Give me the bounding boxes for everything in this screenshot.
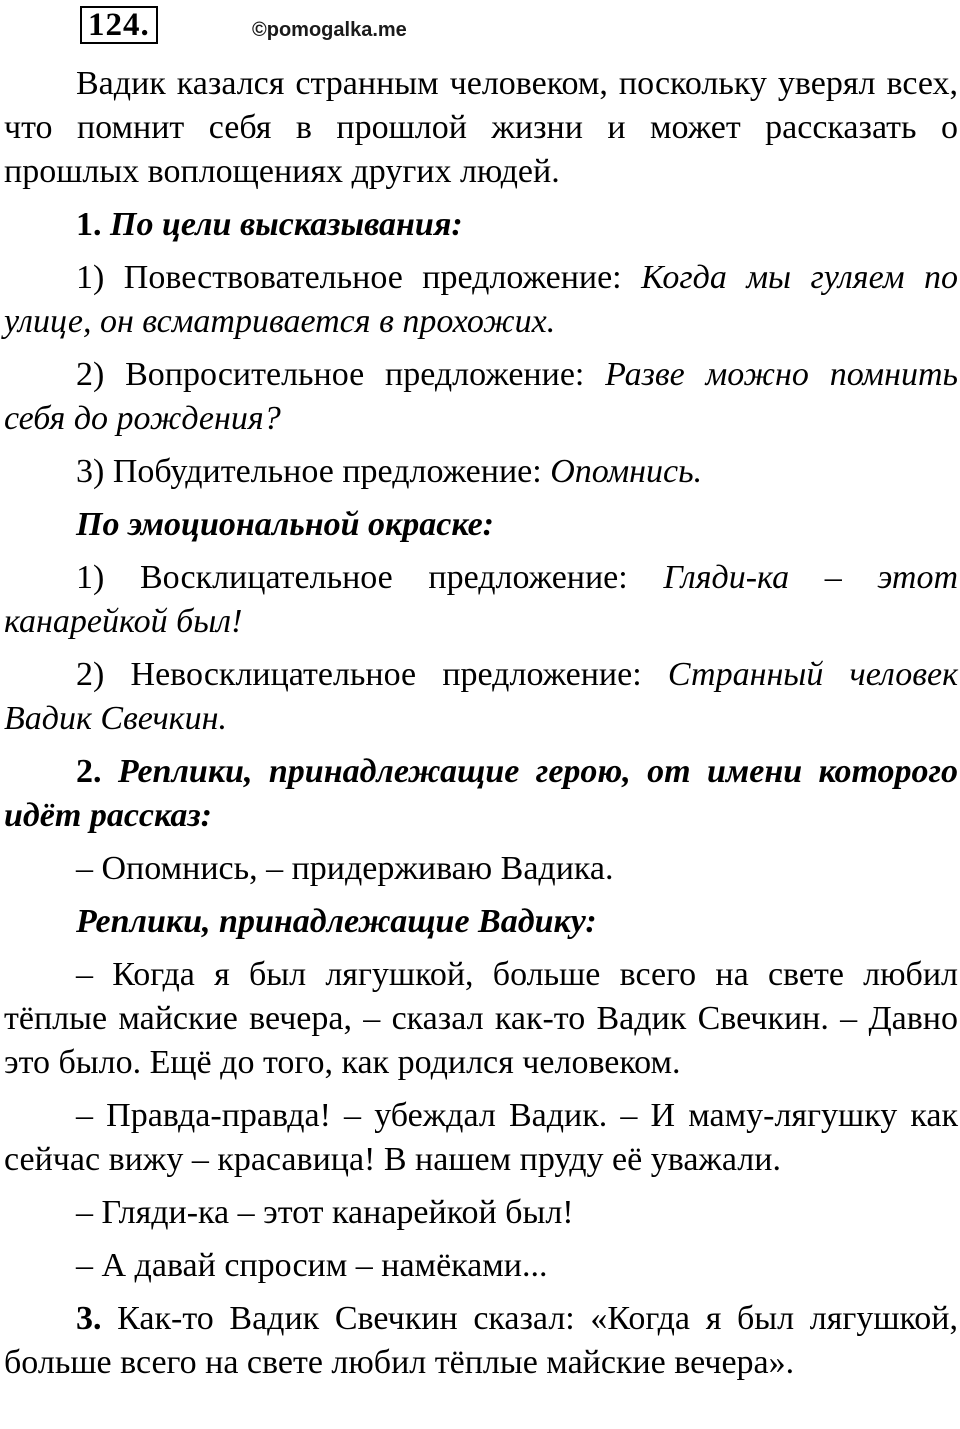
vadik-line-3: – Гляди-ка – этот канарейкой был!: [76, 1194, 574, 1231]
section1-number: 1.: [76, 206, 102, 243]
intro-paragraph: Вадик казался странным человеком, поскольку уверял всех, что помнит себя в прошлой жизни и может рассказать о прошлых воплощениях других людей.: [4, 65, 958, 190]
section1-heading-text: По цели высказывания:: [110, 206, 463, 243]
hero-line-1: – Опомнись, – придерживаю Вадика.: [76, 850, 614, 887]
item-label: 2) Вопросительное предложение:: [76, 356, 585, 393]
vadik-line-4: – А давай спросим – намёками...: [76, 1247, 548, 1284]
emotion-heading: [4, 503, 958, 547]
vadik-heading: [4, 900, 958, 944]
purpose-item-3: [4, 450, 958, 494]
vadik-line-2: – Правда-правда! – убеждал Вадик. – И маму-лягушку как сейчас вижу – красавица! В нашем пруду её уважали.: [4, 1097, 958, 1178]
item-example: Разве можно помнить себя до рождения?: [4, 356, 958, 437]
section1-heading: [4, 203, 958, 247]
emotion-heading-text: По эмоциональной окраске:: [76, 506, 494, 543]
section3-paragraph: [4, 1297, 958, 1385]
vadik-heading-text: Реплики, принадлежащие Вадику:: [76, 903, 597, 940]
item-label: 2) Невосклицательное предложение:: [76, 656, 642, 693]
section2-heading-text: Реплики, принадлежащие герою, от имени которого идёт рассказ:: [4, 753, 959, 834]
watermark: ©pomogalka.me: [252, 19, 407, 41]
item-example: Странный человек Вадик Свечкин.: [4, 656, 958, 737]
item-example: Опомнись.: [550, 453, 703, 490]
item-label: 1) Повествовательное предложение:: [76, 259, 622, 296]
purpose-item-2: [4, 353, 958, 441]
item-label: 1) Восклицательное предложение:: [76, 559, 628, 596]
item-example: Когда мы гуляем по улице, он всматривается в прохожих.: [4, 259, 958, 340]
purpose-item-1: [4, 256, 958, 344]
section3-text: Как-то Вадик Свечкин сказал: «Когда я был лягушкой, больше всего на свете любил тёплые майские вечера».: [4, 1300, 958, 1381]
item-example: Гляди-ка – этот канарейкой был!: [4, 559, 959, 640]
emotion-item-2: [4, 653, 958, 741]
section2-number: 2.: [76, 753, 102, 790]
emotion-item-1: [4, 556, 958, 644]
task-number: 124.: [80, 6, 158, 44]
header: [4, 0, 958, 44]
item-label: 3) Побудительное предложение:: [76, 453, 542, 490]
section3-number: 3.: [76, 1300, 102, 1337]
vadik-line-1: – Когда я был лягушкой, больше всего на свете любил тёплые майские вечера, – сказал как-то Вадик Свечкин. – Давно это было. Ещё до того, как родился человеком.: [4, 956, 958, 1081]
section2-heading: [4, 750, 958, 838]
